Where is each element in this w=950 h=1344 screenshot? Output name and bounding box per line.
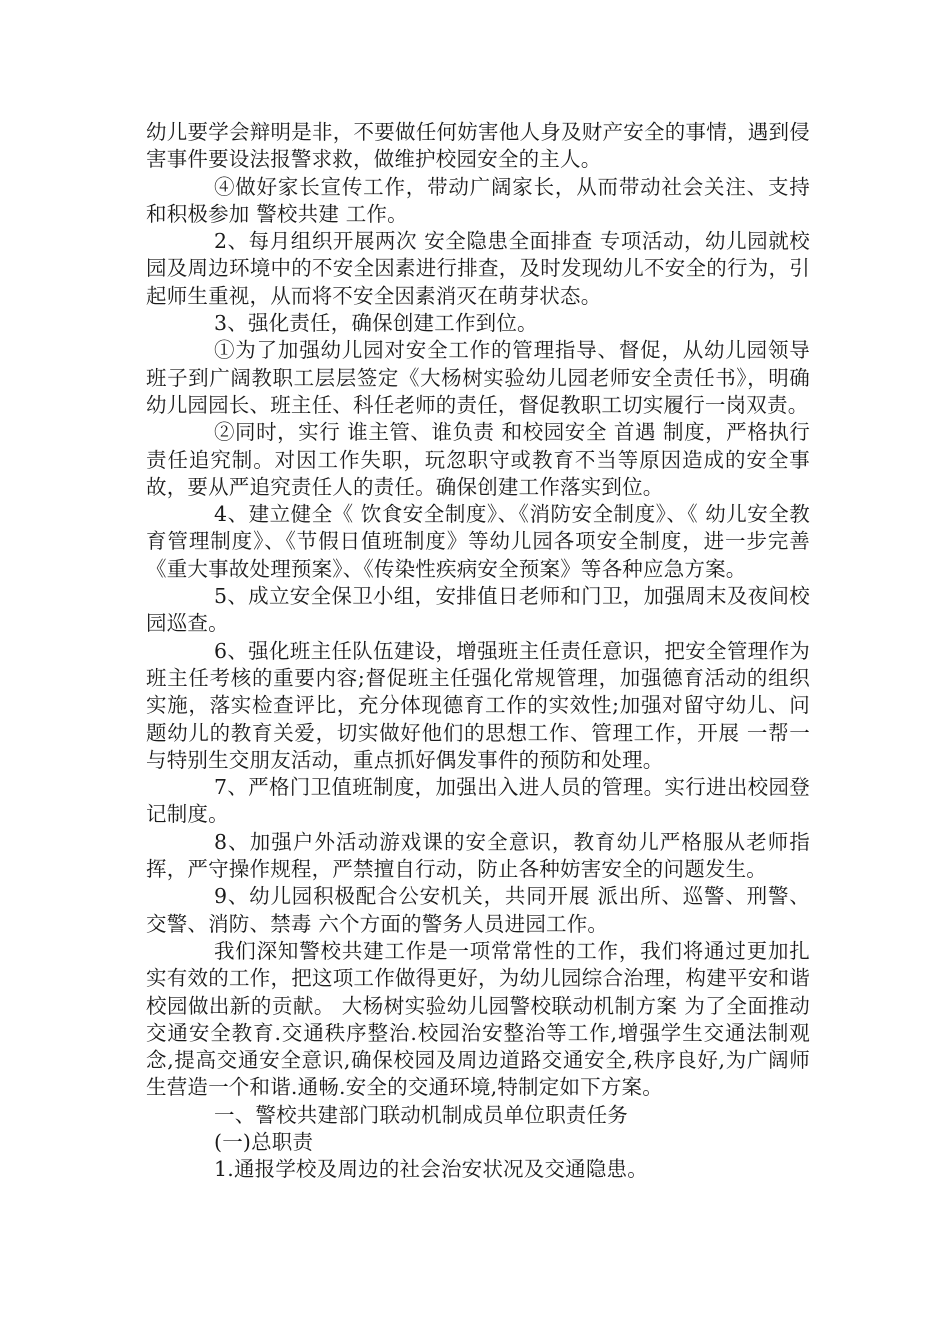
paragraph: 1.通报学校及周边的社会治安状况及交通隐患。 [214, 1157, 648, 1182]
paragraph: 5、成立安全保卫小组，安排值日老师和门卫，加强周末及夜间校园巡查。 [146, 584, 810, 636]
paragraph: ①为了加强幼儿园对安全工作的管理指导、督促，从幼儿园领导班子到广阔教职工层层签定《大杨树实验幼儿园老师安全责任书》，明确幼儿园园长、班主任、科任老师的责任，督促教职工切实履行一岗双责。 [146, 338, 810, 417]
paragraph: 9、幼儿园积极配合公安机关，共同开展 派出所、巡警、刑警、交警、消防、禁毒 六个方面的警务人员进园工作。 [146, 884, 810, 936]
paragraph: 6、强化班主任队伍建设，增强班主任责任意识，把安全管理作为班主任考核的重要内容;督促班主任强化常规管理，加强德育活动的组织实施，落实检查评比，充分体现德育工作的实效性;加强对留守幼儿、问题幼儿的教育关爱，切实做好他们的思想工作、管理工作，开展 一帮一 与特别生交朋友活动，重点抓好偶发事件的预防和处理。 [146, 638, 810, 772]
paragraph: ②同时，实行 谁主管、谁负责 和校园安全 首遇 制度，严格执行责任追究制。对因工作失职，玩忽职守或教育不当等原因造成的安全事故，要从严追究责任人的责任。确保创建工作落实到位。 [146, 420, 810, 499]
subsection-heading: (一)总职责 [214, 1129, 314, 1154]
document-body [146, 119, 810, 1184]
paragraph: ④做好家长宣传工作，带动广阔家长，从而带动社会关注、支持和积极参加 警校共建 工作。 [146, 174, 810, 226]
paragraph: 8、加强户外活动游戏课的安全意识，教育幼儿严格服从老师指挥，严守操作规程，严禁擅自行动，防止各种妨害安全的问题发生。 [146, 829, 810, 882]
paragraph: 7、严格门卫值班制度，加强出入进人员的管理。实行进出校园登记制度。 [146, 775, 810, 827]
paragraph: 我们深知警校共建工作是一项常常性的工作，我们将通过更加扎实有效的工作，把这项工作做得更好，为幼儿园综合治理，构建平安和谐校园做出新的贡献。 大杨树实验幼儿园警校联动机制方案 为了全面推动交通安全教育.交通秩序整治.校园治安整治等工作,增强学生交通法制观念,提高交通安全意识,确保校园及周边道路交通安全,秩序良好,为广阔师生营造一个和谐.通畅.安全的交通环境,特制定如下方案。 [146, 938, 810, 1100]
paragraph: 3、强化责任，确保创建工作到位。 [214, 311, 538, 336]
section-heading: 一、警校共建部门联动机制成员单位职责任务 [214, 1102, 628, 1127]
paragraph: 2、每月组织开展两次 安全隐患全面排查 专项活动，幼儿园就校园及周边环境中的不安全因素进行排查，及时发现幼儿不安全的行为，引起师生重视，从而将不安全因素消灭在萌芽状态。 [146, 229, 810, 308]
paragraph: 4、建立健全《 饮食安全制度》、《消防安全制度》、《 幼儿安全教育管理制度》、《节假日值班制度》等幼儿园各项安全制度，进一步完善《重大事故处理预案》、《传染性疾病安全预案》等各种应急方案。 [146, 502, 810, 581]
paragraph: 幼儿要学会辩明是非，不要做任何妨害他人身及财产安全的事情，遇到侵害事件要设法报警求救，做维护校园安全的主人。 [146, 120, 810, 172]
